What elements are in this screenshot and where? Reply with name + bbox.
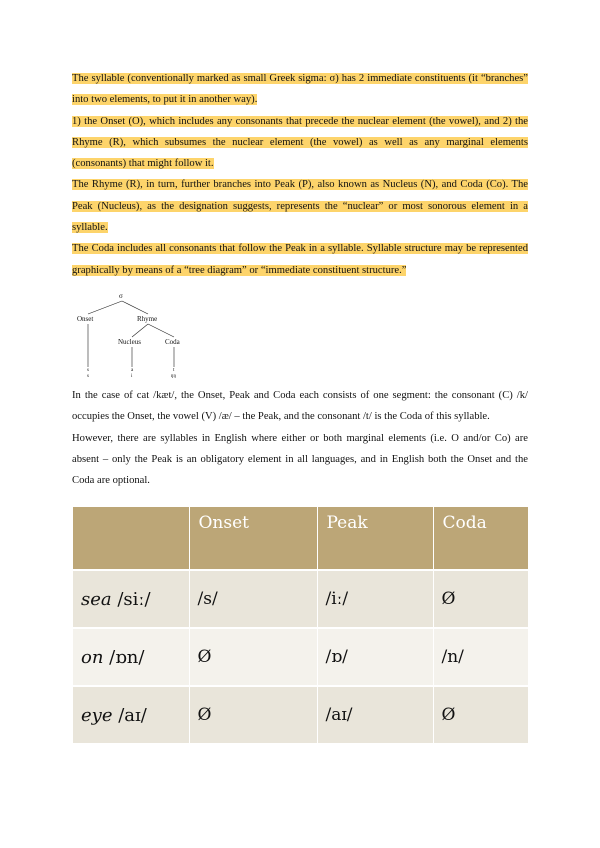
tree-segment-coda: ŋŋ <box>171 373 176 379</box>
tree-segment-onset: s <box>87 367 89 373</box>
word-ipa: /aɪ/ <box>118 704 147 726</box>
table-cell-coda: /n/ <box>433 628 528 686</box>
table-cell-word <box>73 686 189 744</box>
table-row <box>73 686 528 744</box>
tree-branches <box>72 287 202 381</box>
tree-node-coda: Coda <box>165 337 180 346</box>
paragraph-cat-example: In the case of cat /kæt/, the Onset, Peak and Coda each consists of one segment: the consonant (C) /k/ occupies the Onset, the vowel (V) /æ/ – the Peak, and the consonant /t/ is the Coda of this syllable. <box>72 389 528 423</box>
tree-segment-nucleus: i <box>131 373 133 379</box>
highlighted-text: 1) the Onset (O), which includes any consonants that precede the nuclear element (the vowel), and 2) the Rhyme (R), which subsumes the nuclear element (the vowel) as well as any marginal elements (consonants) that might follow it. <box>72 115 528 170</box>
highlighted-text: The syllable (conventionally marked as small Greek sigma: σ) has 2 immediate constituents (it “branches” into two elements, to put it in another way). <box>72 73 528 106</box>
tree-segment-onset: s <box>87 373 89 379</box>
tree-segment-nucleus: a <box>131 367 134 373</box>
table-header-coda: Coda <box>433 507 528 570</box>
paragraph-peak-coda <box>72 174 528 238</box>
table-cell-peak: /aɪ/ <box>317 686 433 744</box>
paragraph-optional-elements: However, there are syllables in English where either or both marginal elements (i.e. O and/or Co) are absent – only the Peak is an obligatory element in all languages, and in English both the Onset and the Coda are optional. <box>72 432 528 487</box>
word-text: on <box>81 646 104 668</box>
tree-node-nucleus: Nucleus <box>118 337 141 346</box>
word-ipa: /siː/ <box>117 588 151 610</box>
table-cell-word <box>73 628 189 686</box>
table-cell-onset: /s/ <box>189 570 317 628</box>
table-cell-word <box>73 570 189 628</box>
table-cell-coda: Ø <box>433 686 528 744</box>
tree-node-onset: Onset <box>77 314 94 323</box>
syllable-tree-diagram <box>72 287 528 381</box>
table-row <box>73 628 528 686</box>
table-header-row <box>73 507 528 570</box>
table-cell-coda: Ø <box>433 570 528 628</box>
word-text: eye <box>81 704 113 726</box>
tree-root-sigma: σ <box>119 291 123 300</box>
highlighted-text: The Coda includes all consonants that follow the Peak in a syllable. Syllable structure may be represented graphically by means of a “tree diagram” or “immediate constituent structure.” <box>72 243 528 276</box>
table-cell-peak: /iː/ <box>317 570 433 628</box>
document-page <box>72 68 528 491</box>
paragraph-coda-tree <box>72 238 528 281</box>
highlighted-text: The Rhyme (R), in turn, further branches into Peak (P), also known as Nucleus (N), and Coda (Co). The Peak (Nucleus), as the designation suggests, represents the “nuclear” or most sonorous element in a syllable. <box>72 179 528 234</box>
table-header-onset: Onset <box>189 507 317 570</box>
table-row <box>73 570 528 628</box>
paragraph-syllable-definition <box>72 68 528 111</box>
tree-node-rhyme: Rhyme <box>137 314 158 323</box>
table-cell-onset: Ø <box>189 686 317 744</box>
table-cell-peak: /ɒ/ <box>317 628 433 686</box>
table-header-empty <box>73 507 189 570</box>
word-text: sea <box>81 588 112 610</box>
table-cell-onset: Ø <box>189 628 317 686</box>
table-header-peak: Peak <box>317 507 433 570</box>
word-ipa: /ɒn/ <box>109 646 145 668</box>
paragraph-onset-rhyme <box>72 111 528 175</box>
tree-segment-coda: t <box>173 367 175 373</box>
syllable-structure-table <box>73 507 528 745</box>
